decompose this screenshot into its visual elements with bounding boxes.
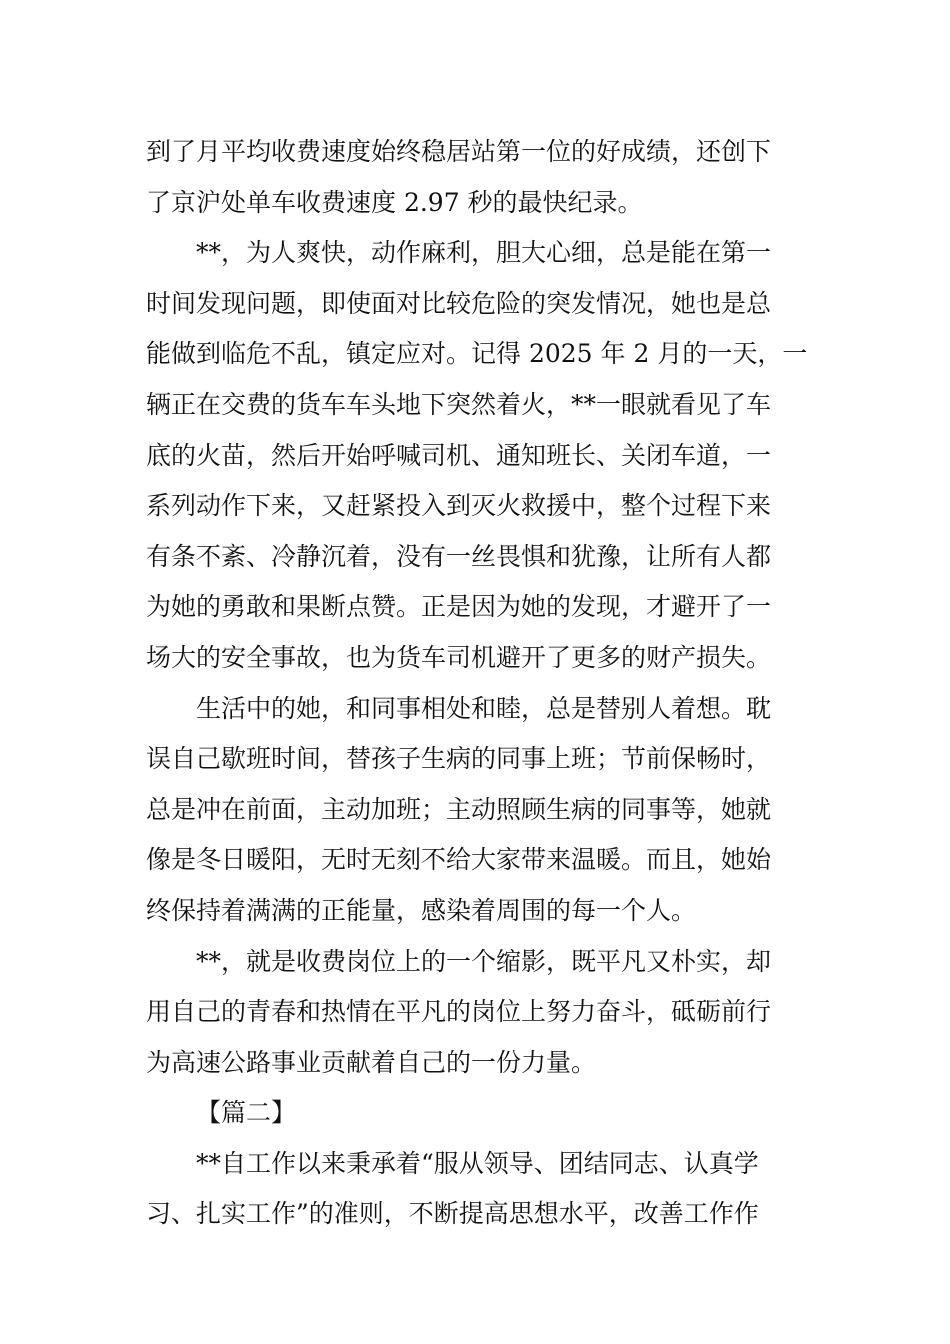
paragraph-start-line: **自工作以来秉承着“服从领导、团结同志、认真学 (196, 1148, 759, 1178)
text-line: 能做到临危不乱，镇定应对。记得 2025 年 2 月的一天，一 (146, 339, 808, 369)
text-line: 有条不紊、冷静沉着，没有一丝畏惧和犹豫，让所有人都 (146, 541, 772, 571)
document-body (146, 127, 808, 1240)
text-line: 像是冬日暖阳，无时无刻不给大家带来温暖。而且，她始 (146, 845, 772, 875)
text-line: 时间发现问题，即使面对比较危险的突发情况，她也是总 (146, 288, 772, 318)
text-line: 终保持着满满的正能量，感染着周围的每一个人。 (146, 895, 697, 925)
text-line: 辆正在交费的货车车头地下突然着火，**一眼就看见了车 (146, 389, 772, 419)
text-line: 了京沪处单车收费速度 2.97 秒的最快纪录。 (146, 187, 643, 217)
text-line: 习、扎实工作”的准则，不断提高思想水平，改善工作作 (146, 1199, 759, 1229)
text-line: 到了月平均收费速度始终稳居站第一位的好成绩，还创下 (146, 137, 772, 166)
text-line: 系列动作下来，又赶紧投入到灭火救援中，整个过程下来 (146, 491, 772, 521)
text-line: 场大的安全事故，也为货车司机避开了更多的财产损失。 (146, 642, 772, 672)
paragraph-start-line: **，就是收费岗位上的一个缩影，既平凡又朴实，却 (196, 946, 772, 976)
text-line: 误自己歇班时间，替孩子生病的同事上班；节前保畅时， (146, 744, 772, 774)
text-line: 为高速公路事业贡献着自己的一份力量。 (146, 1047, 597, 1077)
text-line: 总是冲在前面，主动加班；主动照顾生病的同事等，她就 (146, 794, 772, 824)
section-heading: 【篇二】 (196, 1098, 297, 1128)
text-line: 为她的勇敢和果断点赞。正是因为她的发现，才避开了一 (146, 592, 772, 622)
text-line: 用自己的青春和热情在平凡的岗位上努力奋斗，砥砺前行 (146, 997, 772, 1027)
paragraph-start-line: **，为人爽快，动作麻利，胆大心细，总是能在第一 (196, 238, 772, 268)
paragraph-start-line: 生活中的她，和同事相处和睦，总是替别人着想。耽 (196, 693, 772, 723)
text-line: 底的火苗，然后开始呼喊司机、通知班长、关闭车道，一 (146, 440, 772, 470)
